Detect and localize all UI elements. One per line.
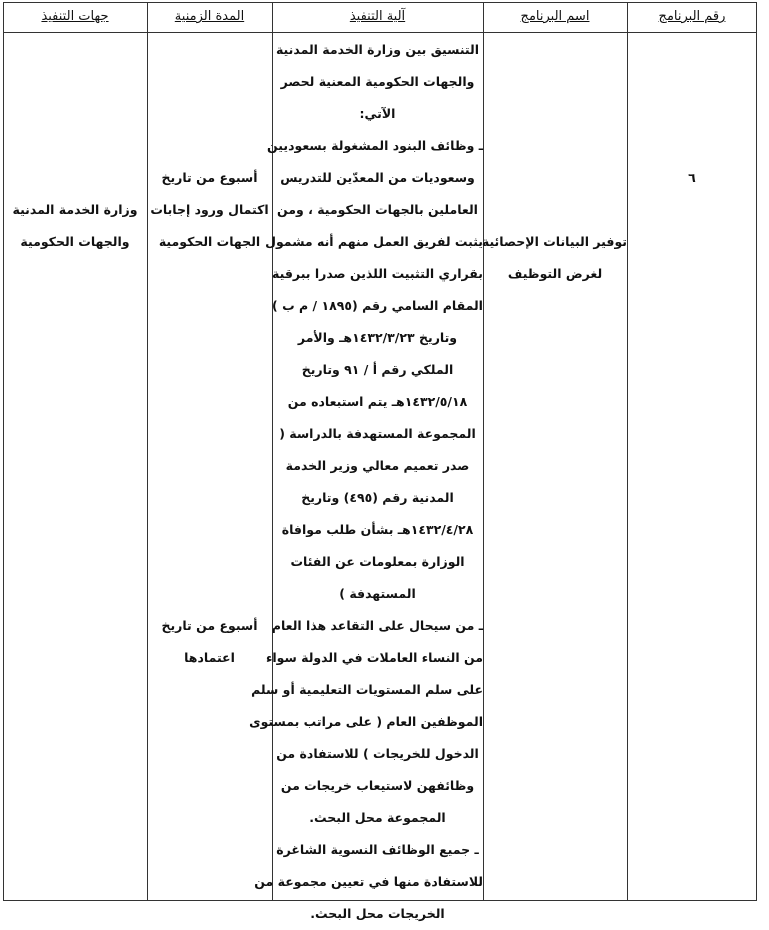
mechanism-line: المستهدفة ) <box>339 586 416 601</box>
program-name-line: لغرض التوظيف <box>507 266 603 281</box>
mechanism-line: ـ وظائف البنود المشغولة بسعوديين <box>267 138 483 153</box>
mechanism-line: يثبت لفريق العمل منهم أنه مشمول <box>265 234 483 249</box>
entities-line: والجهات الحكومية <box>20 234 130 249</box>
mechanism-line: من النساء العاملات في الدولة سواء <box>265 650 483 665</box>
mechanism-line: بقراري التثبيت اللذين صدرا ببرقية <box>272 266 483 281</box>
mechanism-line: المدنية رقم (٤٩٥) وتاريخ <box>301 490 454 505</box>
mechanism-line: المجموعة المستهدفة بالدراسة ( <box>279 426 476 441</box>
mechanism-line: وظائفهن لاستيعاب خريجات من <box>280 778 475 793</box>
duration-line: أسبوع من تاريخ <box>161 170 258 185</box>
header-mechanism: آلية التنفيذ <box>349 9 406 24</box>
mechanism-line: ـ جميع الوظائف النسوية الشاغرة <box>276 842 479 857</box>
header-program-name: اسم البرنامج <box>520 9 590 24</box>
program-number-text: ٦ <box>688 170 696 185</box>
column-divider <box>483 2 484 901</box>
duration-line: أسبوع من تاريخ <box>161 618 258 633</box>
header-divider <box>3 32 757 33</box>
mechanism-line: ١٤٣٢/٤/٢٨هـ بشأن طلب موافاة <box>281 522 474 537</box>
mechanism-line: صدر تعميم معالي وزير الخدمة <box>285 458 470 473</box>
mechanism-line: ـ من سيحال على التقاعد هذا العام <box>271 618 483 633</box>
entities-line: وزارة الخدمة المدنية <box>12 202 138 217</box>
mechanism-line: ١٤٣٢/٥/١٨هـ يتم استبعاده من <box>287 394 468 409</box>
mechanism-line: على سلم المستويات التعليمية أو سلم <box>251 682 483 697</box>
mechanism-line: الدخول للخريجات ) للاستفادة من <box>276 746 479 761</box>
duration-line: اعتمادها <box>184 650 235 665</box>
header-entities: جهات التنفيذ <box>41 9 109 24</box>
mechanism-line: الوزارة بمعلومات عن الفئات <box>290 554 465 569</box>
duration-line: الجهات الحكومية <box>158 234 261 249</box>
mechanism-line: للاستفادة منها في تعيين مجموعة من <box>254 874 483 889</box>
mechanism-line: وسعوديات من المعدّين للتدريس <box>280 170 475 185</box>
mechanism-line: العاملين بالجهات الحكومية ، ومن <box>277 202 478 217</box>
column-divider <box>147 2 148 901</box>
program-name-line: توفير البيانات الإحصائية <box>481 234 627 249</box>
mechanism-line: الآتي: <box>359 106 396 121</box>
mechanism-line: الموظفين العام ( على مراتب بمستوى <box>249 714 483 729</box>
mechanism-line: المقام السامي رقم (١٨٩٥ / م ب ) <box>272 298 483 313</box>
header-program-number: رقم البرنامج <box>658 9 726 24</box>
mechanism-line: المجموعة محل البحث. <box>309 810 446 825</box>
mechanism-line: الملكي رقم أ / ٩١ وتاريخ <box>301 362 454 377</box>
mechanism-line: وتاريخ ١٤٣٢/٣/٢٣هـ والأمر <box>297 330 458 345</box>
header-duration: المدة الزمنية <box>174 9 245 24</box>
mechanism-line: الخريجات محل البحث. <box>310 906 445 921</box>
duration-line: اكتمال ورود إجابات <box>150 202 269 217</box>
column-divider <box>627 2 628 901</box>
mechanism-line: والجهات الحكومية المعنية لحصر <box>280 74 475 89</box>
mechanism-line: التنسيق بين وزارة الخدمة المدنية <box>275 42 480 57</box>
